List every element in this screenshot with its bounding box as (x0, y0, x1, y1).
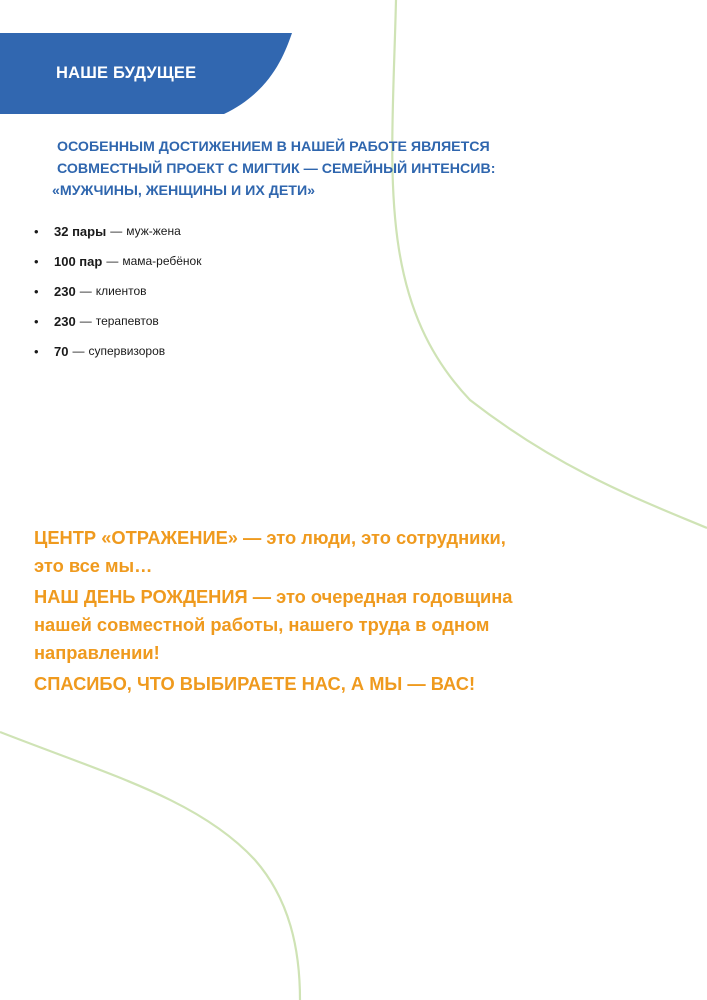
stat-value: 32 пары (54, 223, 107, 239)
stat-label: муж-жена (126, 224, 181, 238)
curve-lower (0, 732, 300, 1000)
achievement-headline (52, 136, 612, 202)
closing-message (34, 524, 634, 698)
stat-label: терапевтов (95, 314, 159, 328)
stat-value: 230 (54, 313, 76, 329)
closing-line: направлении! (34, 642, 160, 663)
stat-label: клиентов (95, 284, 147, 298)
headline-line: ОСОБЕННЫМ ДОСТИЖЕНИЕМ В НАШЕЙ РАБОТЕ ЯВЛЯЕТСЯ (57, 139, 490, 155)
list-item (34, 276, 201, 306)
list-item (34, 216, 201, 246)
closing-line: это все мы… (34, 555, 153, 576)
stat-label: супервизоров (88, 344, 166, 358)
banner-shape (0, 0, 707, 120)
stat-value: 70 (54, 343, 69, 359)
stat-dash: — (110, 224, 123, 238)
stat-dash: — (79, 314, 92, 328)
header-banner (0, 0, 707, 120)
bullet: • (34, 343, 39, 359)
stat-dash: — (106, 254, 119, 268)
list-item (34, 306, 201, 336)
closing-line: нашей совместной работы, нашего труда в одном (34, 614, 490, 635)
stats-list (34, 216, 201, 366)
headline-line: СОВМЕСТНЫЙ ПРОЕКТ С МИГТИК — СЕМЕЙНЫЙ ИНТЕНСИВ: (57, 161, 496, 177)
bullet: • (34, 313, 39, 329)
list-item (34, 246, 201, 276)
bullet: • (34, 283, 39, 299)
stat-value: 230 (54, 283, 76, 299)
stat-label: мама-ребёнок (122, 254, 202, 268)
closing-line: СПАСИБО, ЧТО ВЫБИРАЕТЕ НАС, А МЫ — ВАС! (34, 673, 476, 694)
bullet: • (34, 223, 39, 239)
stat-dash: — (79, 284, 92, 298)
headline-line: «МУЖЧИНЫ, ЖЕНЩИНЫ И ИХ ДЕТИ» (52, 183, 316, 199)
bullet: • (34, 253, 39, 269)
stat-dash: — (72, 344, 85, 358)
stat-value: 100 пар (54, 253, 103, 269)
closing-line: ЦЕНТР «ОТРАЖЕНИЕ» — это люди, это сотрудники, (34, 527, 506, 548)
closing-line: НАШ ДЕНЬ РОЖДЕНИЯ — это очередная годовщина (34, 586, 513, 607)
section-title: НАШЕ БУДУЩЕЕ (56, 64, 197, 82)
list-item (34, 336, 201, 366)
